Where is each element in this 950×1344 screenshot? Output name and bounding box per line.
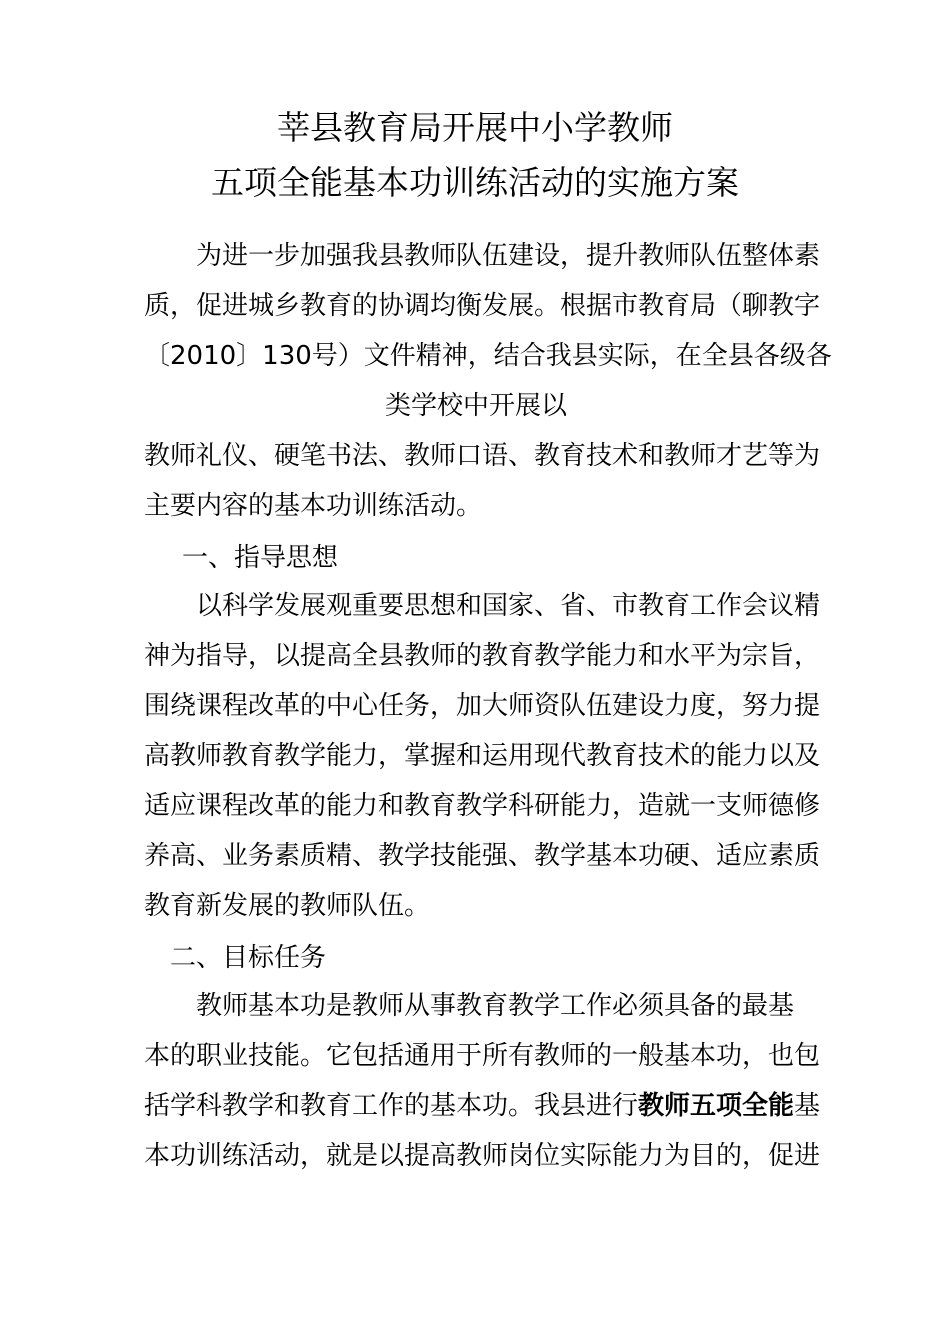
section-1-line-1: 以科学发展观重要思想和国家、省、市教育工作会议精: [196, 591, 821, 621]
section-1-line-5: 适应课程改革的能力和教育教学科研能力，造就一支师德修: [144, 791, 821, 821]
section-2-line-2: 本的职业技能。它包括通用于所有教师的一般基本功，也包: [144, 1041, 821, 1071]
intro-line-5: 教师礼仪、硬笔书法、教师口语、教育技术和教师才艺等为: [144, 441, 821, 471]
document-title-line-2: 五项全能基本功训练活动的实施方案: [211, 163, 739, 202]
section-2-line-3-tail: 基: [794, 1091, 821, 1121]
section-1-line-4: 高教师教育教学能力，掌握和运用现代教育技术的能力以及: [144, 741, 821, 771]
section-1-line-2: 神为指导，以提高全县教师的教育教学能力和水平为宗旨，: [144, 641, 821, 671]
document-title-line-1: 莘县教育局开展中小学教师: [277, 108, 673, 147]
section-2-line-1: 教师基本功是教师从事教育教学工作必须具备的最基: [196, 991, 795, 1021]
section-2-bold-phrase: 教师五项全能: [638, 1091, 795, 1121]
section-2-heading: 二、目标任务: [170, 943, 327, 973]
section-1-heading: 一、指导思想: [182, 543, 339, 573]
intro-line-1: 为进一步加强我县教师队伍建设，提升教师队伍整体素: [196, 241, 821, 271]
intro-line-2: 质，促进城乡教育的协调均衡发展。根据市教育局（聊教字: [144, 291, 821, 321]
section-1-line-3: 围绕课程改革的中心任务，加大师资队伍建设力度，努力提: [144, 691, 821, 721]
section-2-line-3: [144, 1088, 821, 1124]
section-2-line-4: 本功训练活动，就是以提高教师岗位实际能力为目的，促进: [144, 1141, 821, 1171]
intro-line-4: 类学校中开展以: [384, 391, 567, 421]
intro-line-3: 〔2010〕130号）文件精神，结合我县实际，在全县各级各: [144, 341, 832, 371]
section-2-line-3-text: 括学科教学和教育工作的基本功。我县进行: [144, 1091, 639, 1121]
section-1-line-7: 教育新发展的教师队伍。: [144, 891, 431, 921]
section-1-line-6: 养高、业务素质精、教学技能强、教学基本功硬、适应素质: [144, 841, 821, 871]
intro-line-6: 主要内容的基本功训练活动。: [144, 491, 483, 521]
